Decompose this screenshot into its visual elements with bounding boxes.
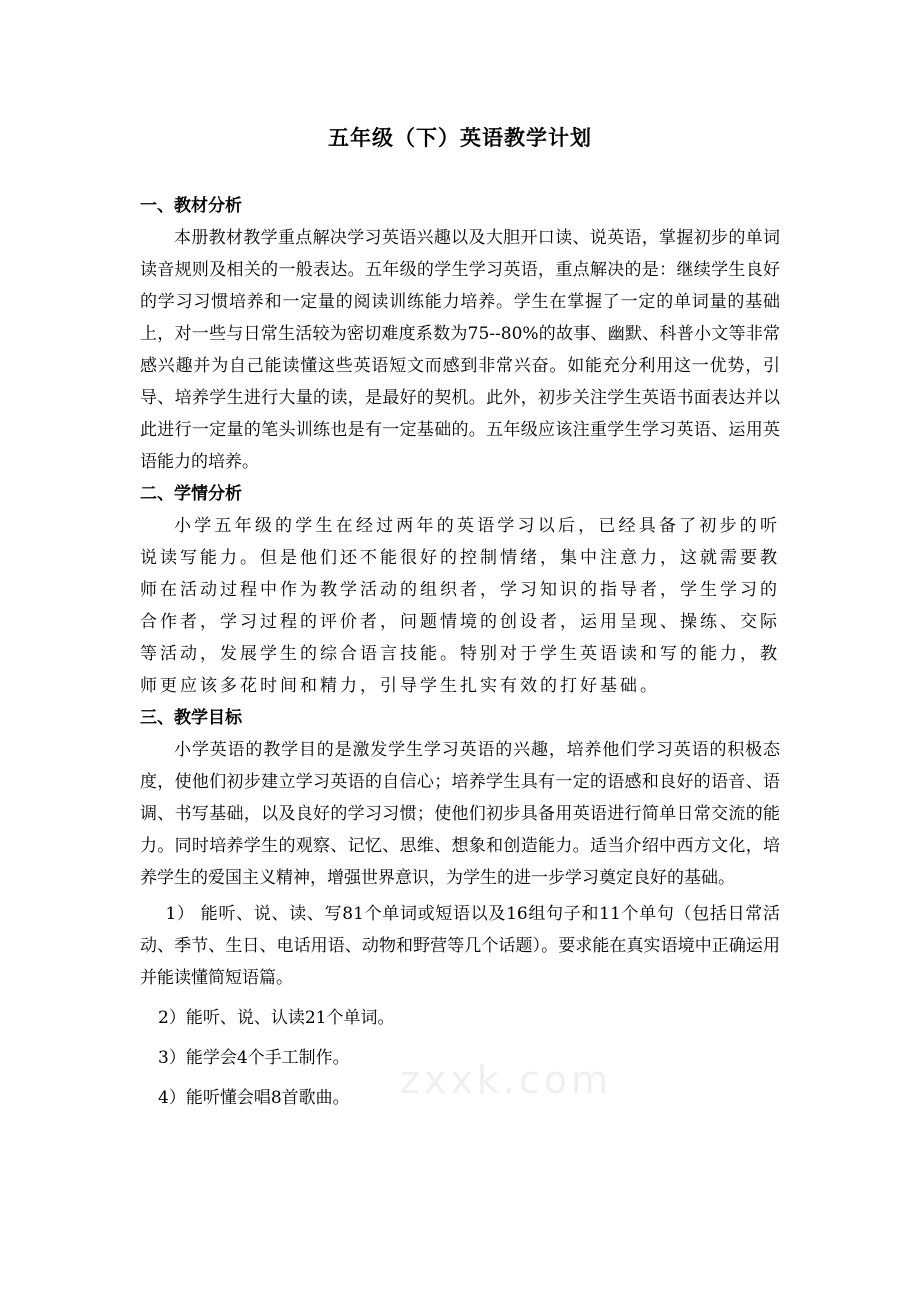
goal-item-4: 4）能听懂会唱8首歌曲。 [158,1088,350,1108]
section-heading-materials: 一、教材分析 [140,196,242,216]
document-body [140,190,780,1114]
goal-item-3: 3）能学会4个手工制作。 [158,1048,350,1068]
page-title: 五年级（下）英语教学计划 [328,126,592,150]
section-heading-goals: 三、教学目标 [140,708,242,728]
watermark: zxxk.com [400,1058,613,1102]
section-heading-students: 二、学情分析 [140,484,242,504]
goal-item-2: 2）能听、说、认读21个单词。 [158,1008,395,1028]
section-paragraph-students: 小学五年级的学生在经过两年的英语学习以后，已经具备了初步的听说读写能力。但是他们还不能很好的控制情绪，集中注意力，这就需要教师在活动过程中作为教学活动的组织者，学习知识的指导者，学生学习的合作者，学习过程的评价者，问题情境的创设者，运用呈现、操练、交际等活动，发展学生的综合语言技能。特别对于学生英语读和写的能力，教师更应该多花时间和精力，引导学生扎实有效的打好基础。 [140,516,780,696]
section-paragraph-goals: 小学英语的教学目的是激发学生学习英语的兴趣，培养他们学习英语的积极态度，使他们初步建立学习英语的自信心；培养学生具有一定的语感和良好的语音、语调、书写基础，以及良好的学习习惯；使他们初步具备用英语进行简单日常交流的能力。同时培养学生的观察、记忆、思维、想象和创造能力。适当介绍中西方文化，培养学生的爱国主义精神，增强世界意识，为学生的进一步学习奠定良好的基础。 [140,740,780,888]
section-paragraph-materials: 本册教材教学重点解决学习英语兴趣以及大胆开口读、说英语，掌握初步的单词读音规则及相关的一般表达。五年级的学生学习英语，重点解决的是：继续学生良好的学习习惯培养和一定量的阅读训练能力培养。学生在掌握了一定的单词量的基础上，对一些与日常生活较为密切难度系数为75--80%的故事、幽默、科普小文等非常感兴趣并为自己能读懂这些英语短文而感到非常兴奋。如能充分利用这一优势，引导、培养学生进行大量的读，是最好的契机。此外，初步关注学生英语书面表达并以此进行一定量的笔头训练也是有一定基础的。五年级应该注重学生学习英语、运用英语能力的培养。 [140,228,780,472]
goal-item-1: 1） 能听、说、读、写81个单词或短语以及16组句子和11个单句（包括日常活动、季节、生日、电话用语、动物和野营等几个话题）。要求能在真实语境中正确运用并能读懂简短语篇。 [140,904,780,988]
